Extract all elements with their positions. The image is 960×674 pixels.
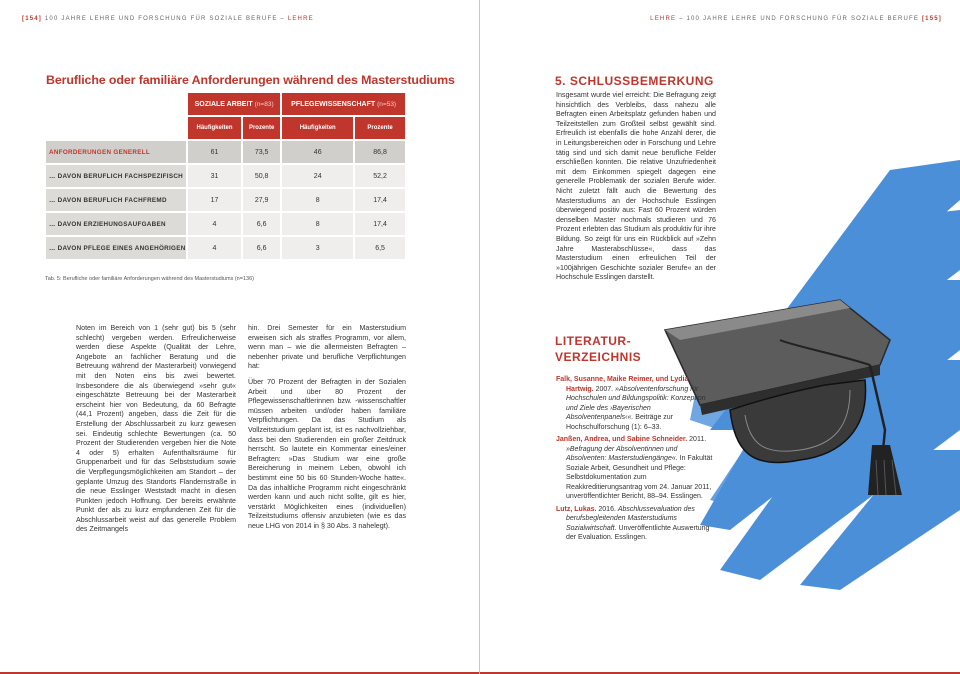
table-cell: 17 (188, 189, 241, 211)
table-row (46, 189, 405, 211)
running-header-right: LEHRE – 100 JAHRE LEHRE UND FORSCHUNG FÜR SOZIALE BERUFE [155] (650, 16, 942, 22)
table-cell: 50,8 (243, 165, 280, 187)
paragraph: Über 70 Prozent der Befragten in der Sozialen Arbeit und über 80 Prozent der Pflegewissenschaftlerinnen bzw. -wissenschaftler müssen arbeiten und/oder haben familiäre Verpflichtungen. Da das Studium als Vollzeitstudium geplant ist, ist es nachvollziehbar, dass bei den Studierenden ein großer Zeitdruck herrscht. So lautete ein Kommentar eines/einer Befragten: »Das Studium war eine große Bereicherung in meinem Leben, obwohl ich bestimmt eine 50 bis 60 Stunden-Woche hatte«. Da das inhaltliche Programm nicht eingeschränkt werden kann und auch nicht sollte, gilt es hier, verstärkt Möglichkeiten eines (individuellen) Teilzeitstudiums offensiv anzubieten (wie es das neue LHG von 2014 in § 30 Abs. 3 nahelegt). (248, 377, 406, 530)
body-column-1 (76, 324, 236, 541)
data-table (44, 91, 407, 261)
table-cell: 17,4 (355, 213, 405, 235)
page-number: [155] (921, 16, 942, 22)
table-cell: 8 (282, 213, 353, 235)
page-number: [154] (22, 16, 43, 22)
literature-heading: LITERATUR- VERZEICHNIS (555, 334, 642, 364)
literature-entry: Falk, Susanne, Maike Reimer, und Lydia Hartwig. 2007. »Absolventenforschung für Hochschulen und Bildungspolitik: Konzeption und Ziele des ›Bayerischen Absolventenpanels‹«. Beiträge zur Hochschulforschung (1): 6–33. (556, 376, 706, 431)
running-title: 100 JAHRE LEHRE UND FORSCHUNG FÜR SOZIALE BERUFE (44, 16, 278, 22)
table-cell: 8 (282, 189, 353, 211)
table-cell: 27,9 (243, 189, 280, 211)
table-row (46, 213, 405, 235)
table-row (46, 141, 405, 163)
row-label: … DAVON ERZIEHUNGSAUFGABEN (46, 213, 186, 235)
table-cell: 46 (282, 141, 353, 163)
row-label: … DAVON BERUFLICH FACHFREMD (46, 189, 186, 211)
literature-list (556, 375, 716, 546)
body-column-2 (248, 324, 406, 537)
literature-entry: Lutz, Lukas. 2016. Abschlussevaluation des berufsbegleitenden Masterstudiums Sozialwirtschaft. Unveröffentlichte Auswertung der Evaluation. Esslingen. (556, 505, 710, 541)
row-label: ANFORDERUNGEN GENERELL (46, 141, 186, 163)
section-label: LEHRE (287, 16, 314, 22)
group-header-pflege: PFLEGEWISSENSCHAFT (n=53) (282, 93, 405, 115)
paragraph: Noten im Bereich von 1 (sehr gut) bis 5 (sehr schlecht) vergeben werden. Erfreulicherweise werden diese Aspekte (Qualität der Lehre, Angebote an fachlicher Beratung und die Betreuung während der Masterarbeit) vorwiegend mit den Noten eins bis zwei bewertet. Insbesondere die als überwiegend »sehr gut« eingeschätzte Betreuung bei der Masterarbeit erscheint hier von Bedeutung, da 60 Befragte (44,1 Prozent) angeben, dass die Zeit für die Erstellung der Abschlussarbeit zu kurz gewesen sei. Eindeutig schlechte Bewertungen (ca. 50 Prozent der Studierenden vergeben hier die Note 4 oder 5) erhalten Aufenthaltsräume für Gruppenarbeit und für das Selbststudium sowie die Verpflegungsmöglichkeiten am Standort – der geplante Umzug des Standorts Flandernstraße in die neue Esslinger Weststadt macht in diesen Punkten jedoch Hoffnung. Der bereits erwähnte Punkt der als zu kurz empfundenen Zeit für die Abschlussarbeit weist auf das generelle Problem des Zeitmangels (76, 324, 236, 534)
section-heading: 5. SCHLUSSBEMERKUNG (555, 74, 714, 88)
table-cell: 3 (282, 237, 353, 259)
row-label: … DAVON PFLEGE EINES ANGEHÖRIGEN (46, 237, 186, 259)
column-header: Prozente (243, 117, 280, 139)
table-cell: 31 (188, 165, 241, 187)
table-cell: 6,5 (355, 237, 405, 259)
column-header: Häufigkeiten (188, 117, 241, 139)
table-cell: 73,5 (243, 141, 280, 163)
column-header: Prozente (355, 117, 405, 139)
table-row (46, 237, 405, 259)
table-cell: 86,8 (355, 141, 405, 163)
table-cell: 4 (188, 237, 241, 259)
table-caption: Tab. 5: Berufliche oder familiäre Anforderungen während des Masterstudiums (n=136) (45, 276, 254, 282)
table-cell: 24 (282, 165, 353, 187)
table-cell: 6,6 (243, 213, 280, 235)
group-header-soziale-arbeit: SOZIALE ARBEIT (n=83) (188, 93, 280, 115)
table-cell: 17,4 (355, 189, 405, 211)
table-cell: 4 (188, 213, 241, 235)
running-header-left: [154] 100 JAHRE LEHRE UND FORSCHUNG FÜR SOZIALE BERUFE – LEHRE (22, 16, 314, 22)
table-cell: 6,6 (243, 237, 280, 259)
paragraph: hin. Drei Semester für ein Masterstudium erweisen sich als straffes Programm, vor allem, wenn man – wie die allermeisten Befragten – nebenher private und berufliche Verpflichtungen hat: (248, 324, 406, 371)
row-label: … DAVON BERUFLICH FACHSPEZIFISCH (46, 165, 186, 187)
table-cell: 52,2 (355, 165, 405, 187)
column-header: Häufigkeiten (282, 117, 353, 139)
conclusion-paragraph: Insgesamt wurde viel erreicht: Die Befragung zeigt hinsichtlich des Verbleibs, dass nahezu alle Befragten einen Arbeitsplatz gefunden haben und Teilzeitstellen zum Großteil selbst gewählt sind. Erfreulich ist ebenfalls die hohe Anzahl derer, die in Leitungsbereichen oder in Forschung und Lehre tätig sind und sich damit neue berufliche Felder erschließen konnten. Die relative Unzufriedenheit mit dem Einkommen spiegelt dagegen eine generelle Problematik der sozialen Berufe wider. Nicht zuletzt fällt auch die Bewertung des Masterstudiums an der Hochschule Esslingen überwiegend positiv aus: Fast 60 Prozent würden denselben Master nochmals studieren und 76 Prozent erlebten das Studium als produktiv für ihre Bildung. So zeigt für uns ein Rückblick auf »Zehn Jahre Masterabschlüsse«, dass das Masterstudium einen erfreulichen Teil der »100jährigen Geschichte sozialer Berufe« an der Hochschule Esslingen darstellt. (556, 91, 716, 282)
section-label: LEHRE (650, 16, 677, 22)
literature-entry: Janßen, Andrea, und Sabine Schneider. 2011. »Befragung der Absolventinnen und Absolventen: Masterstudiengänge«. In Fakultät Soziale Arbeit, Gesundheit und Pflege: Selbstdokumentation zum Reakkreditierungsantrag vom 24. Januar 2011, unveröffentlichter Bericht, 88–94. Esslingen. (556, 436, 713, 500)
table-cell: 61 (188, 141, 241, 163)
table-title: Berufliche oder familiäre Anforderungen während des Masterstudiums (46, 73, 455, 87)
table-row (46, 165, 405, 187)
running-title: 100 JAHRE LEHRE UND FORSCHUNG FÜR SOZIALE BERUFE (686, 16, 920, 22)
